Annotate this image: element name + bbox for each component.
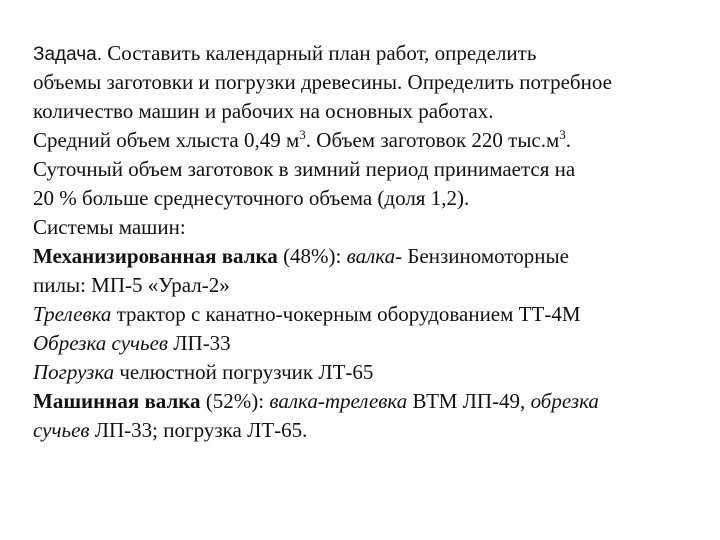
delimbing-equipment: ЛП-33	[168, 331, 231, 355]
mechanized-felling-title: Механизированная валка	[33, 244, 278, 268]
text-line-11	[33, 329, 713, 358]
text-line-7	[33, 213, 713, 242]
daily-volume-text-end: 20 % больше среднесуточного объема (доля 1,2).	[33, 186, 470, 210]
felling-skidding-equipment: ВТМ ЛП-49,	[407, 389, 531, 413]
stem-volume-text: Средний объем хлыста 0,49 м	[33, 128, 300, 152]
task-label: Задача.	[33, 44, 103, 65]
text-line-10	[33, 300, 713, 329]
task-text-end: количество машин и рабочих на основных работах.	[33, 99, 494, 123]
text-line-9	[33, 271, 713, 300]
skidding-equipment: трактор с канатно-чокерным оборудованием ТТ-4М	[111, 302, 581, 326]
mechanized-felling-share: (48%):	[277, 244, 347, 268]
machine-systems-heading: Системы машин:	[33, 215, 186, 239]
loading-equipment: челюстной погрузчик ЛТ-65	[114, 360, 374, 384]
skidding-operation: Трелевка	[33, 302, 112, 326]
text-line-1	[33, 39, 713, 68]
text-line-6	[33, 184, 713, 213]
text-line-8	[33, 242, 713, 271]
felling-equipment-continued: пилы: МП-5 «Урал-2»	[33, 273, 230, 297]
machine-felling-share: (52%):	[200, 389, 270, 413]
delimbing-loading-equipment: ЛП-33; погрузка ЛТ-65.	[89, 418, 308, 442]
daily-volume-text: Суточный объем заготовок в зимний период принимается на	[33, 157, 576, 181]
text-line-4	[33, 126, 713, 155]
cubic-superscript: 3	[299, 127, 306, 142]
machine-felling-title: Машинная валка	[33, 389, 201, 413]
felling-skidding-operation: валка-трелевка	[269, 389, 408, 413]
loading-operation: Погрузка	[33, 360, 115, 384]
harvest-volume-text: . Объем заготовок 220 тыс.м	[305, 128, 560, 152]
felling-equipment: Бензиномоторные	[402, 244, 569, 268]
period-text: .	[565, 128, 572, 152]
delimbing-operation-2-end: сучьев	[33, 418, 90, 442]
task-text-block	[33, 39, 713, 445]
text-line-5	[33, 155, 713, 184]
text-line-12	[33, 358, 713, 387]
felling-operation: валка-	[346, 244, 403, 268]
text-line-3	[33, 97, 713, 126]
task-text-continued: объемы заготовки и погрузки древесины. Определить потребное	[33, 70, 612, 94]
task-text: Составить календарный план работ, определить	[102, 41, 537, 65]
text-line-2	[33, 68, 713, 97]
cubic-superscript: 3	[559, 127, 566, 142]
text-line-13	[33, 387, 713, 416]
delimbing-operation-2: обрезка	[530, 389, 599, 413]
delimbing-operation: Обрезка сучьев	[33, 331, 169, 355]
text-line-14	[33, 416, 713, 445]
